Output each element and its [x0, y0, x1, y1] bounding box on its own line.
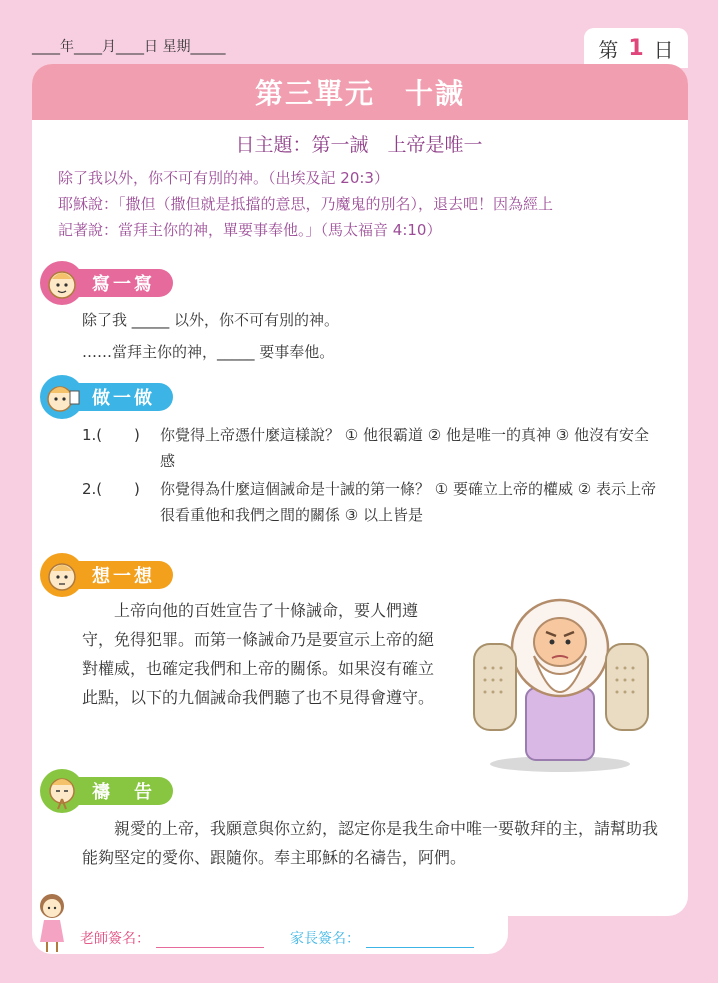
section-pray-label: 禱 告 — [74, 777, 173, 805]
parent-signature — [290, 928, 474, 948]
section-do-header — [40, 378, 173, 416]
date-line: ____年____月____日 星期_____ — [32, 39, 226, 55]
praying-child-icon — [40, 769, 84, 813]
parent-signature-label: 家長簽名： — [290, 931, 360, 947]
section-do-label: 做一做 — [74, 383, 173, 411]
question-1-paren: ) — [134, 426, 140, 444]
write-line-2: ……當拜主你的神，_____ 要事奉他。 — [82, 343, 335, 361]
child-face-icon — [40, 553, 84, 597]
day-badge — [584, 28, 688, 68]
verse-line-2: 耶穌說：「撒但（撒但就是抵擋的意思，乃魔鬼的別名），退去吧！因為經上 — [58, 195, 554, 213]
section-think-label: 想一想 — [74, 561, 173, 589]
verse-line-3: 記著說：當拜主你的神，單要事奉他。」（馬太福音 4:10） — [58, 221, 442, 239]
title-band — [32, 64, 688, 120]
moses-illustration — [468, 578, 658, 774]
teacher-signature-label: 老師簽名： — [80, 931, 150, 947]
page-title: 第三單元 十誡 — [254, 77, 465, 110]
question-1 — [82, 422, 672, 478]
section-pray-header — [40, 772, 173, 810]
think-paragraph: 上帝向他的百姓宣告了十條誡命，要人們遵守，免得犯罪。而第一條誡命乃是要宣示上帝的絕對權威，也確定我們和上帝的關係。如果沒有確立此點，以下的九個誡命我們聽了也不見得會遵守。 — [82, 601, 435, 707]
question-1-number: 1.( — [82, 426, 103, 444]
question-2-number: 2.( — [82, 480, 103, 498]
question-2-paren: ) — [134, 480, 140, 498]
section-write-label: 寫一寫 — [74, 269, 173, 297]
girl-illustration — [32, 890, 72, 954]
parent-signature-line[interactable] — [366, 933, 474, 948]
question-2 — [82, 476, 672, 556]
teacher-signature — [80, 928, 264, 948]
child-face-icon — [40, 261, 84, 305]
section-write-header — [40, 264, 173, 302]
child-face-icon — [40, 375, 84, 419]
pray-paragraph: 親愛的上帝，我願意與你立約，認定你是我生命中唯一要敬拜的主，請幫助我能夠堅定的愛你、跟隨你。奉主耶穌的名禱告，阿們。 — [82, 819, 659, 867]
day-suffix: 日 — [653, 37, 674, 62]
question-1-text: 你覺得上帝憑什麼這樣說？ ① 他很霸道 ② 他是唯一的真神 ③ 他沒有安全感 — [160, 426, 649, 470]
section-think-header — [40, 556, 173, 594]
write-line-1: 除了我 _____ 以外，你不可有別的神。 — [82, 311, 340, 329]
question-2-text: 你覺得為什麼這個誡命是十誡的第一條？ ① 要確立上帝的權威 ② 表示上帝很看重他和我們之間的關係 ③ 以上皆是 — [160, 480, 656, 524]
daily-theme: 日主題：第一誡 上帝是唯一 — [235, 134, 483, 156]
teacher-signature-line[interactable] — [156, 933, 264, 948]
verse-line-1: 除了我以外，你不可有別的神。（出埃及記 20:3） — [58, 169, 389, 187]
day-number: 1 — [628, 35, 644, 61]
day-prefix: 第 — [598, 37, 619, 62]
